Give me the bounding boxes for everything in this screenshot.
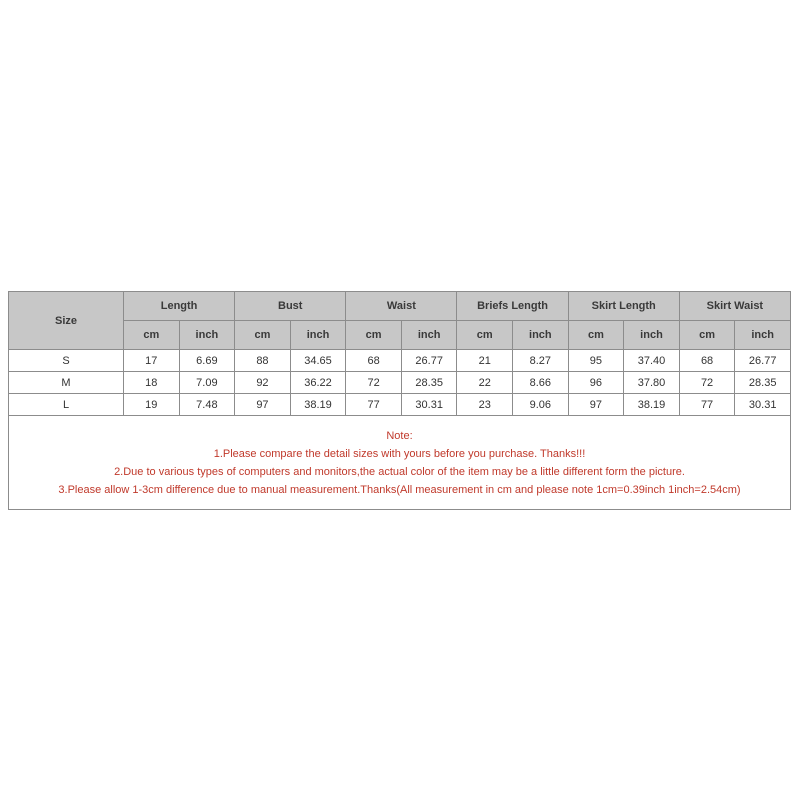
table-cell: 95	[568, 350, 624, 372]
table-cell: 38.19	[624, 394, 680, 416]
table-cell: 77	[346, 394, 402, 416]
table-cell: 21	[457, 350, 513, 372]
table-row-m	[9, 372, 791, 394]
table-cell: 18	[124, 372, 180, 394]
table-cell: 68	[346, 350, 402, 372]
group-header-length: Length	[124, 292, 235, 321]
unit-header-cm: cm	[568, 321, 624, 350]
note-line-2: 2.Due to various types of computers and monitors,the actual color of the item may be a little different form the picture.	[114, 465, 685, 478]
unit-header-inch: inch	[401, 321, 457, 350]
table-cell: 26.77	[735, 350, 791, 372]
table-cell: 37.80	[624, 372, 680, 394]
table-cell: 8.27	[513, 350, 569, 372]
unit-header-inch: inch	[624, 321, 680, 350]
size-header: Size	[9, 292, 124, 350]
table-cell: 26.77	[401, 350, 457, 372]
size-chart	[8, 291, 791, 510]
size-table	[8, 291, 791, 510]
group-header-bust: Bust	[235, 292, 346, 321]
table-cell: 38.19	[290, 394, 346, 416]
table-cell: 19	[124, 394, 180, 416]
unit-header-cm: cm	[679, 321, 735, 350]
size-cell: M	[9, 372, 124, 394]
table-cell: 7.09	[179, 372, 235, 394]
table-cell: 30.31	[401, 394, 457, 416]
group-header-skirt-length: Skirt Length	[568, 292, 679, 321]
table-cell: 88	[235, 350, 291, 372]
table-cell: 22	[457, 372, 513, 394]
group-header-briefs-length: Briefs Length	[457, 292, 568, 321]
table-cell: 36.22	[290, 372, 346, 394]
table-cell: 23	[457, 394, 513, 416]
size-cell: L	[9, 394, 124, 416]
table-cell: 68	[679, 350, 735, 372]
table-cell: 96	[568, 372, 624, 394]
size-cell: S	[9, 350, 124, 372]
table-cell: 28.35	[735, 372, 791, 394]
group-header-skirt-waist: Skirt Waist	[679, 292, 790, 321]
table-row-s	[9, 350, 791, 372]
unit-header-cm: cm	[124, 321, 180, 350]
table-cell: 34.65	[290, 350, 346, 372]
table-row-l	[9, 394, 791, 416]
group-header-row	[9, 292, 791, 321]
table-cell: 72	[679, 372, 735, 394]
unit-header-row	[9, 321, 791, 350]
unit-header-cm: cm	[346, 321, 402, 350]
table-cell: 37.40	[624, 350, 680, 372]
table-cell: 6.69	[179, 350, 235, 372]
table-cell: 8.66	[513, 372, 569, 394]
unit-header-cm: cm	[457, 321, 513, 350]
unit-header-inch: inch	[290, 321, 346, 350]
unit-header-inch: inch	[513, 321, 569, 350]
table-cell: 97	[235, 394, 291, 416]
table-cell: 17	[124, 350, 180, 372]
note-line-1: 1.Please compare the detail sizes with yours before you purchase. Thanks!!!	[213, 447, 586, 460]
notes-section	[9, 416, 791, 510]
unit-header-inch: inch	[179, 321, 235, 350]
table-cell: 28.35	[401, 372, 457, 394]
table-cell: 92	[235, 372, 291, 394]
table-cell: 9.06	[513, 394, 569, 416]
table-cell: 7.48	[179, 394, 235, 416]
unit-header-cm: cm	[235, 321, 291, 350]
group-header-waist: Waist	[346, 292, 457, 321]
notes-row	[9, 416, 791, 510]
note-title: Note:	[386, 429, 413, 442]
table-cell: 97	[568, 394, 624, 416]
unit-header-inch: inch	[735, 321, 791, 350]
table-cell: 72	[346, 372, 402, 394]
note-line-3: 3.Please allow 1-3cm difference due to manual measurement.Thanks(All measurement in cm and please note 1cm=0.39inch 1inch=2.54cm)	[58, 483, 741, 496]
table-cell: 30.31	[735, 394, 791, 416]
table-cell: 77	[679, 394, 735, 416]
